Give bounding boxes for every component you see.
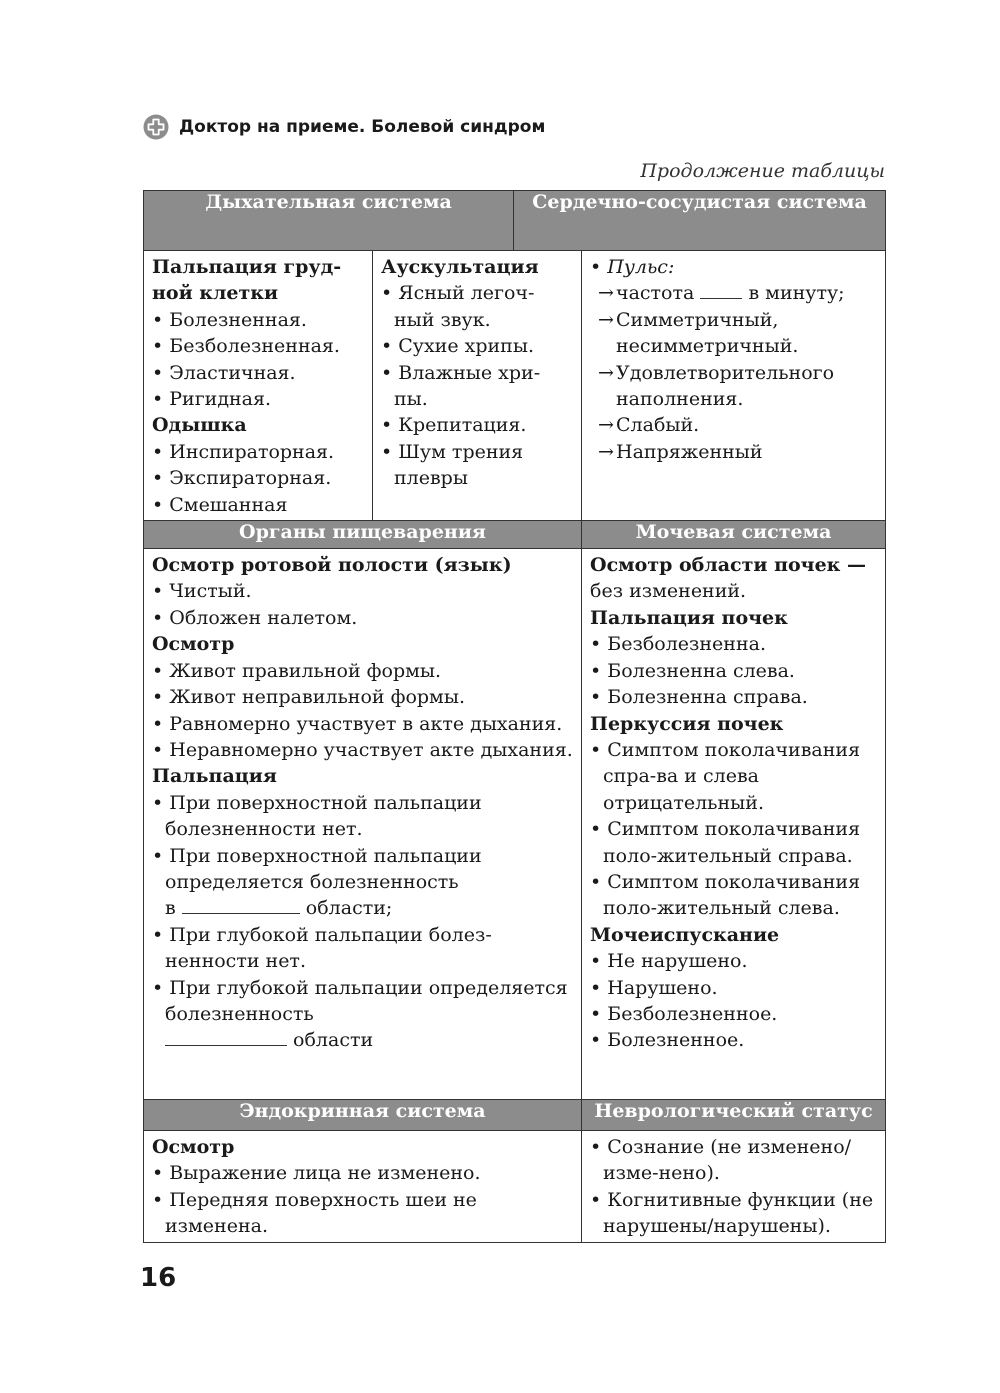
- list-item: • Влажные хри-пы.: [381, 361, 541, 411]
- examination-table: [143, 190, 886, 1243]
- list-item: • При поверхностной пальпации болезненности нет.: [152, 791, 482, 841]
- list-item: • Обложен налетом.: [152, 606, 358, 629]
- list-item: → Симметричный, несимметричный.: [598, 308, 799, 358]
- list-item: • Неравномерно участвует акте дыхания.: [152, 738, 573, 761]
- list-item: • Болезненна слева.: [590, 659, 795, 682]
- running-title: Доктор на приеме. Болевой синдром: [179, 117, 546, 137]
- abdomen-exam-title: Осмотр: [152, 633, 235, 656]
- urination-title: Мочеиспускание: [590, 923, 780, 946]
- list-item: • Нарушено.: [590, 976, 718, 999]
- digestive-cell: [144, 549, 582, 1100]
- list-item: • При поверхностной пальпации определяется болезненность в области;: [152, 844, 482, 920]
- list-item: • Безболезненна.: [590, 633, 766, 656]
- palpation-chest-title: Пальпация груд- ной клетки: [152, 256, 342, 305]
- list-item: • Смешанная: [152, 493, 288, 516]
- blank-line: [165, 1027, 287, 1046]
- arrow-right-icon: →: [598, 361, 614, 384]
- list-item: • Симптом поколачивания поло-жительный справа.: [590, 818, 861, 867]
- urinary-header: Мочевая система: [582, 521, 886, 549]
- list-item: • Инспираторная.: [152, 440, 335, 463]
- list-item: • Эластичная.: [152, 361, 296, 384]
- list-item: • Выражение лица не изменено.: [152, 1162, 481, 1185]
- kidney-exam-title: Осмотр области почек —: [590, 554, 866, 577]
- list-item: • Болезненное.: [590, 1029, 745, 1052]
- table-continued-label: Продолжение таблицы: [640, 160, 885, 182]
- respiratory-auscultation-cell: [373, 251, 582, 521]
- abdomen-palpation-title: Пальпация: [152, 765, 277, 788]
- urinary-cell: [582, 549, 886, 1100]
- endocrine-exam-title: Осмотр: [152, 1136, 235, 1159]
- list-item: • Крепитация.: [381, 414, 527, 437]
- list-item: → Напряженный: [590, 439, 877, 465]
- list-item: • Передняя поверхность шеи не изменена.: [152, 1188, 477, 1238]
- pulse-label: • Пульс:: [590, 256, 675, 278]
- blank-line: [182, 895, 300, 914]
- auscultation-title: Аускультация: [381, 256, 539, 278]
- list-item: • Сознание (не изменено/изме-нено).: [590, 1136, 852, 1185]
- list-item: • Ригидная.: [152, 388, 272, 411]
- list-item: • Живот правильной формы.: [152, 659, 442, 682]
- neuro-header: Неврологический статус: [582, 1100, 886, 1131]
- arrow-right-icon: →: [598, 282, 614, 305]
- list-item: • Шум трения плевры: [381, 440, 524, 490]
- list-item: • Экспираторная.: [152, 467, 332, 490]
- list-item: • Безболезненное.: [590, 1002, 778, 1025]
- list-item: • При глубокой пальпации определяется болезненность области: [152, 976, 568, 1052]
- list-item: • Чистый.: [152, 580, 252, 603]
- list-item: • Не нарушено.: [590, 950, 748, 973]
- list-item: • Ясный легоч-ный звук.: [381, 282, 535, 331]
- arrow-right-icon: →: [598, 414, 614, 437]
- running-head: [143, 112, 545, 142]
- arrow-right-icon: →: [598, 440, 614, 463]
- cardiovascular-cell: [582, 251, 886, 521]
- list-item: • Равномерно участвует в акте дыхания.: [152, 712, 563, 735]
- list-item: • Симптом поколачивания поло-жительный слева.: [590, 870, 861, 920]
- kidney-exam-text: без изменений.: [590, 580, 747, 603]
- oral-exam-title: Осмотр ротовой полости (язык): [152, 554, 512, 577]
- list-item: • Болезненная.: [152, 308, 307, 331]
- page-number: 16: [140, 1263, 177, 1293]
- list-item: • Симптом поколачивания спра-ва и слева отрицательный.: [590, 738, 861, 814]
- list-item: • При глубокой пальпации болез-ненности нет.: [152, 923, 492, 973]
- cardiovascular-header: Сердечно-сосудистая система: [514, 191, 886, 251]
- list-item: • Когнитивные функции (не нарушены/нарушены).: [590, 1188, 874, 1238]
- list-item: • Безболезненная.: [152, 335, 340, 358]
- list-item: → Слабый.: [590, 412, 877, 438]
- kidney-percussion-title: Перкуссия почек: [590, 712, 784, 735]
- respiratory-header: Дыхательная система: [144, 191, 514, 251]
- list-item: • Сухие хрипы.: [381, 335, 534, 358]
- list-item: • Болезненна справа.: [590, 686, 808, 709]
- blank-line: [700, 280, 742, 299]
- respiratory-palpation-cell: [144, 251, 373, 521]
- neuro-cell: [582, 1131, 886, 1243]
- digestive-header: Органы пищеварения: [144, 521, 582, 549]
- dyspnea-title: Одышка: [152, 414, 247, 437]
- arrow-right-icon: →: [598, 308, 614, 331]
- list-item: • Живот неправильной формы.: [152, 686, 466, 709]
- kidney-palpation-title: Пальпация почек: [590, 606, 788, 629]
- endocrine-cell: [144, 1131, 582, 1243]
- endocrine-header: Эндокринная система: [144, 1100, 582, 1131]
- medical-cross-icon: [143, 114, 169, 140]
- list-item: → Удовлетворительного наполнения.: [598, 361, 835, 411]
- pulse-rate: → частота в минуту;: [590, 280, 877, 306]
